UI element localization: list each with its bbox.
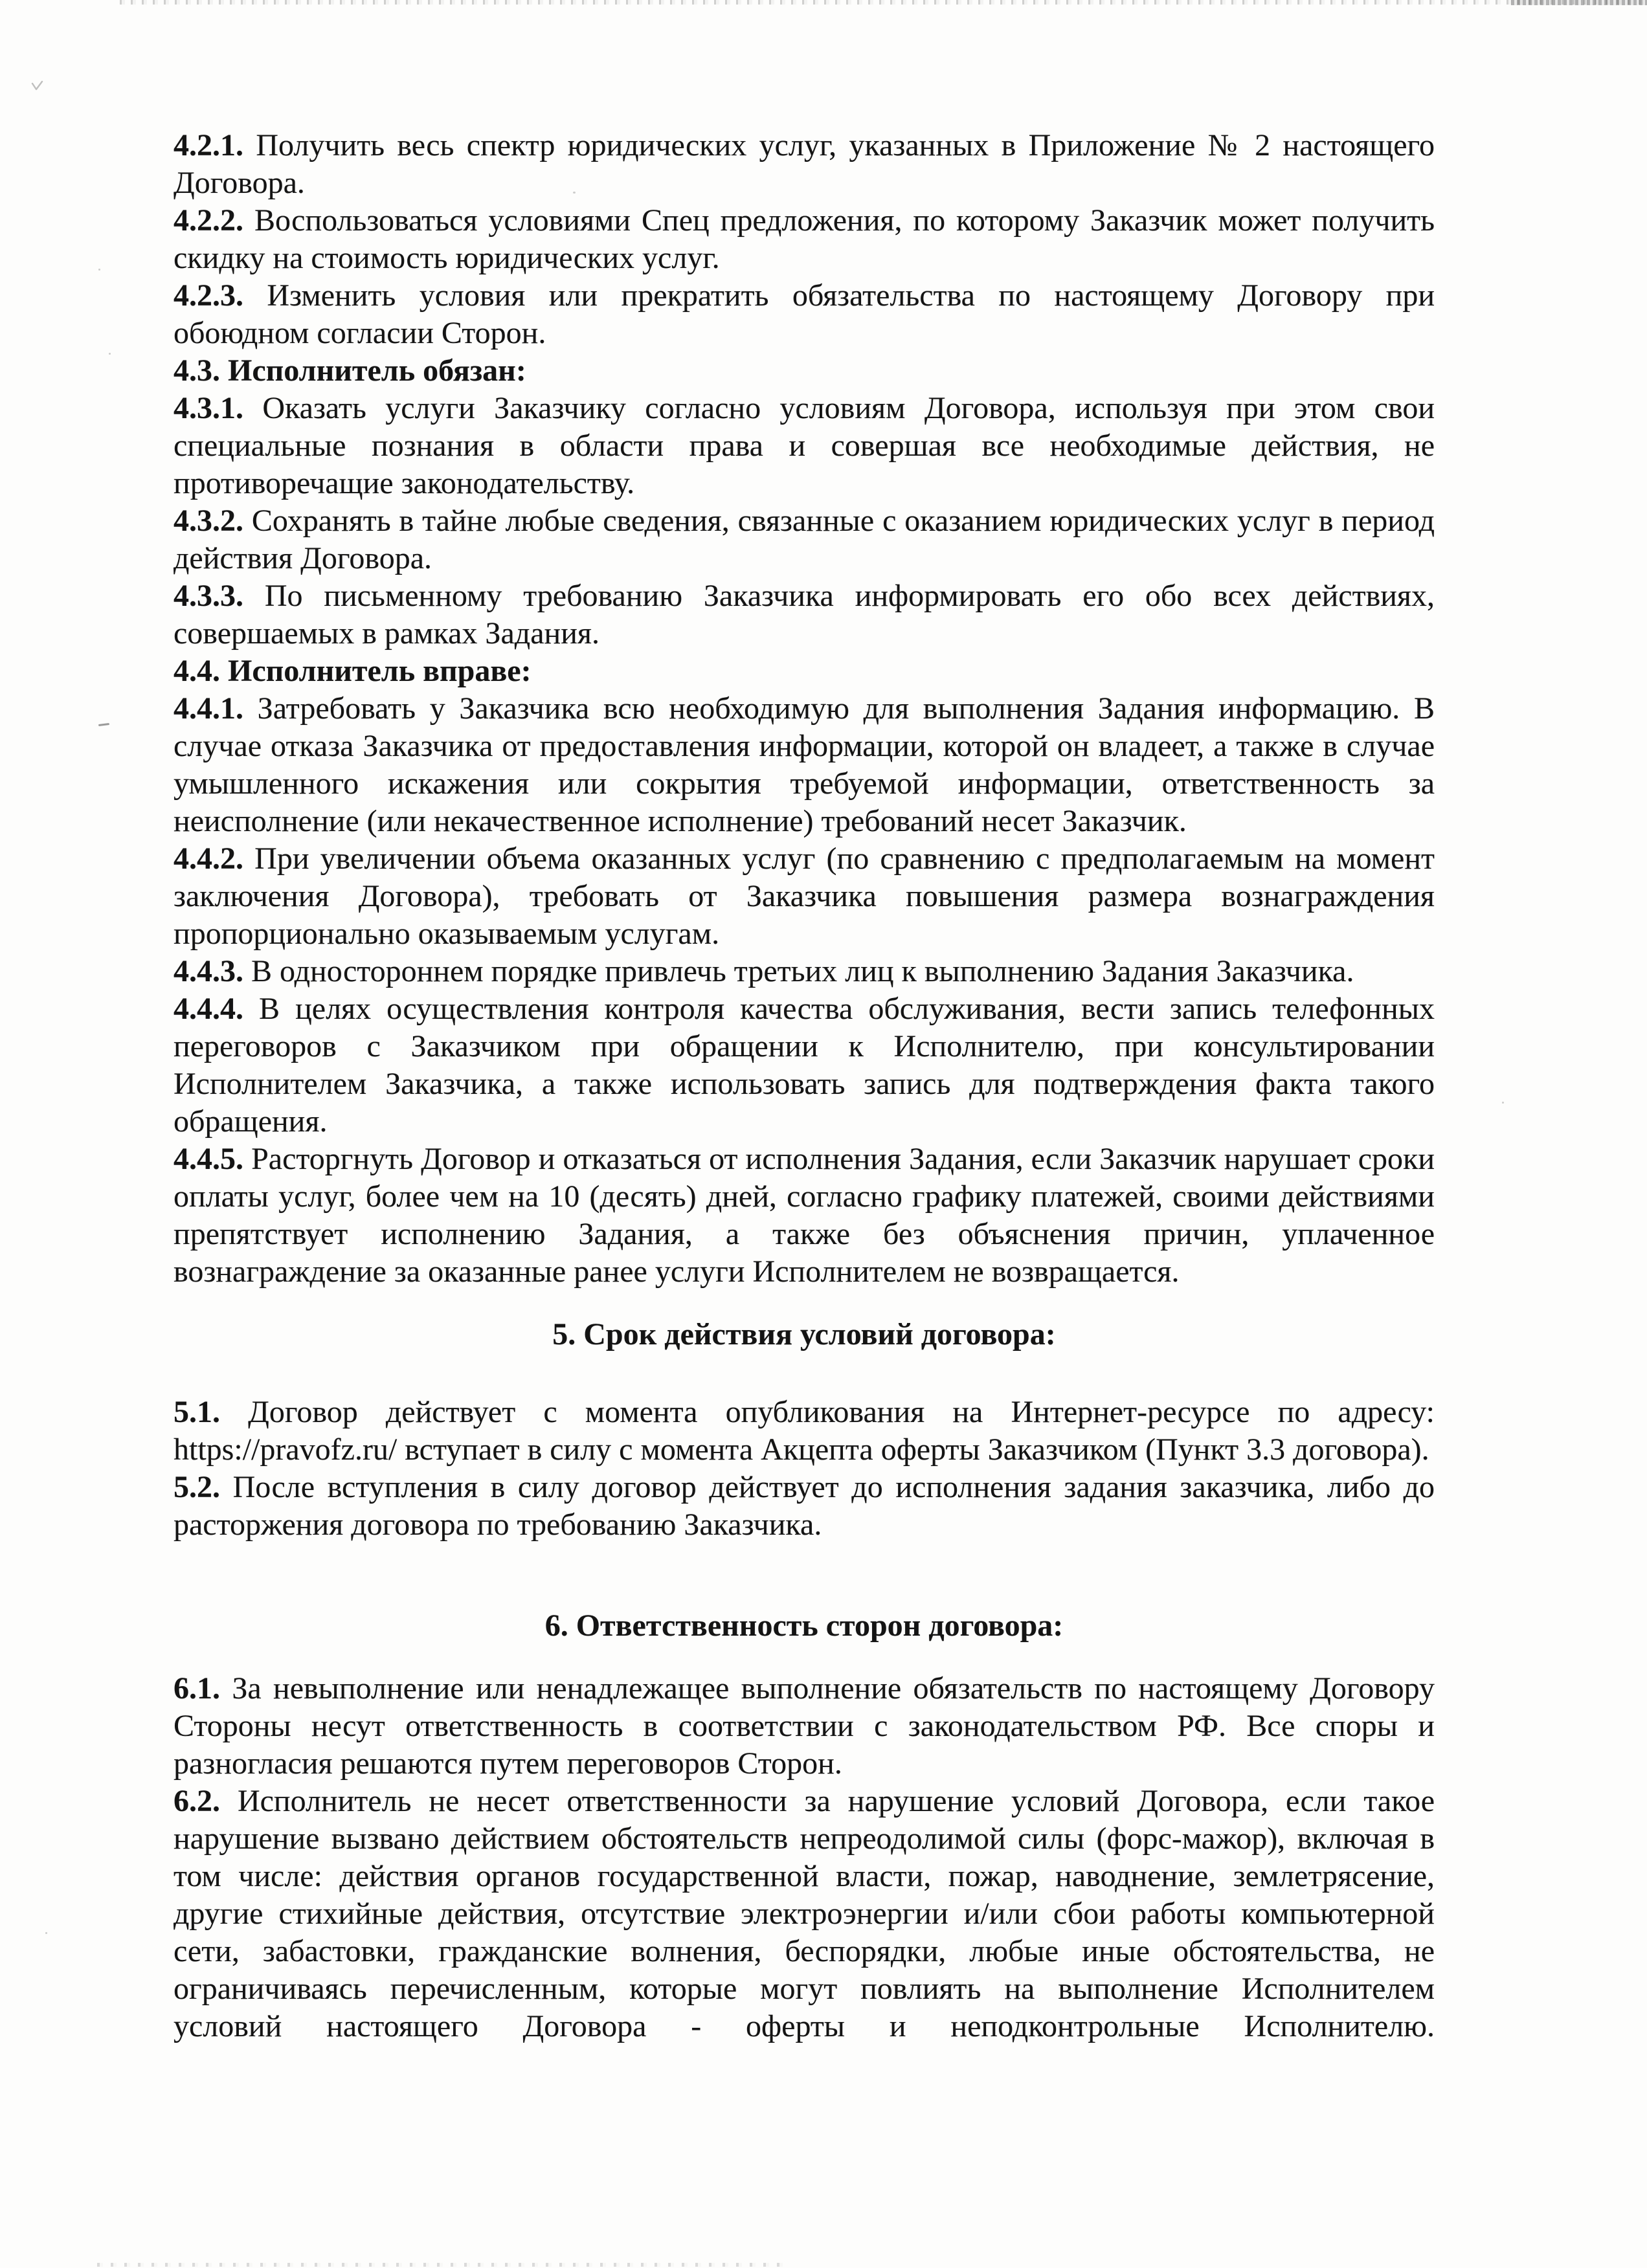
clause-number: 4.4.4. xyxy=(174,992,243,1026)
contract-clause-4.4.1 xyxy=(174,690,1435,840)
clause-number: 6.1. xyxy=(174,1671,220,1706)
clause-number: 4.3.3. xyxy=(174,579,243,613)
contract-clause-6.1 xyxy=(174,1670,1435,1783)
clause-number: 4.4. xyxy=(174,654,220,688)
contract-clause-4.2.2 xyxy=(174,202,1435,277)
contract-clause-4.2.3 xyxy=(174,277,1435,352)
clause-number: 4.2.1. xyxy=(174,128,243,162)
clause-text: Получить весь спектр юридических услуг, указанных в Приложение № 2 настоящего Договора. xyxy=(174,128,1435,200)
pen-dash-mark-icon xyxy=(98,723,109,726)
clause-number: 4.2.3. xyxy=(174,278,243,313)
contract-clause-6.2 xyxy=(174,1783,1435,2045)
contract-clause-4.3.3 xyxy=(174,577,1435,652)
clause-number: 6.2. xyxy=(174,1784,220,1818)
clause-number: 4.4.2. xyxy=(174,841,243,876)
clause-text: За невыполнение или ненадлежащее выполнение обязательств по настоящему Договору Стороны несут ответственность в соответствии с законодательством РФ. Все споры и разногласия решаются путем переговоров Сторон. xyxy=(174,1671,1435,1781)
clause-number: 4.3. xyxy=(174,353,220,388)
scan-noise-top-right-edge xyxy=(1511,0,1647,5)
contract-clause-4.4 xyxy=(174,652,1435,690)
clause-number: 5.1. xyxy=(174,1395,220,1429)
contract-clause-4.4.4 xyxy=(174,990,1435,1140)
section-heading: 5. Срок действия условий договора: xyxy=(552,1317,1056,1351)
clause-text: Расторгнуть Договор и отказаться от исполнения Задания, если Заказчик нарушает сроки оплаты услуг, более чем на 10 (десять) дней, согласно графику платежей, своими действиями препятствует исполнению Задания, а также без объяснения причин, уплаченное вознаграждение за оказанные ранее услуги Исполнителем не возвращается. xyxy=(174,1142,1435,1289)
clause-number: 4.4.5. xyxy=(174,1142,243,1176)
clause-text: Договор действует с момента опубликования на Интернет-ресурсе по адресу: https://pravofz.ru/ вступает в силу с момента Акцепта оферты Заказчиком (Пункт 3.3 договора). xyxy=(174,1395,1435,1467)
contract-clause-4.3.1 xyxy=(174,390,1435,502)
clause-text: После вступления в силу договор действует до исполнения задания заказчика, либо до расторжения договора по требованию Заказчика. xyxy=(174,1470,1435,1542)
clause-text: По письменному требованию Заказчика информировать его обо всех действиях, совершаемых в рамках Задания. xyxy=(174,579,1435,650)
scan-noise-top-edge xyxy=(120,0,1647,5)
contract-clause-5.1 xyxy=(174,1394,1435,1469)
clause-number: 4.3.2. xyxy=(174,504,243,538)
contract-clause-4.4.2 xyxy=(174,840,1435,953)
contract-clause-5.2 xyxy=(174,1469,1435,1544)
clause-text: Исполнитель обязан: xyxy=(228,353,526,388)
clause-text: При увеличении объема оказанных услуг (по сравнению с предполагаемым на момент заключения Договора), требовать от Заказчика повышения размера вознаграждения пропорционально оказываемым услугам. xyxy=(174,841,1435,951)
scan-speck xyxy=(109,353,111,355)
clause-text: Исполнитель вправе: xyxy=(228,654,532,688)
clause-number: 4.3.1. xyxy=(174,391,243,425)
clause-text: В одностороннем порядке привлечь третьих лиц к выполнению Задания Заказчика. xyxy=(251,954,1354,988)
contract-clause-4.3 xyxy=(174,352,1435,390)
clause-number: 5.2. xyxy=(174,1470,220,1504)
clause-number: 4.4.3. xyxy=(174,954,243,988)
clause-text: Воспользоваться условиями Спец предложения, по которому Заказчик может получить скидку на стоимость юридических услуг. xyxy=(174,203,1435,275)
clause-text: Затребовать у Заказчика всю необходимую для выполнения Задания информацию. В случае отказа Заказчика от предоставления информации, которой он владеет, а также в случае умышленного искажения или сокрытия требуемой информации, ответственность за неисполнение (или некачественное исполнение) требований несет Заказчик. xyxy=(174,691,1435,838)
clause-number: 4.2.2. xyxy=(174,203,243,238)
section-heading: 6. Ответственность сторон договора: xyxy=(544,1608,1064,1643)
contract-text-column xyxy=(174,127,1435,2045)
clause-text: Оказать услуги Заказчику согласно условиям Договора, используя при этом свои специальные познания в области права и совершая все необходимые действия, не противоречащие законодательству. xyxy=(174,391,1435,500)
clause-text: Изменить условия или прекратить обязательства по настоящему Договору при обоюдном согласии Сторон. xyxy=(174,278,1435,350)
contract-clause-4.2.1 xyxy=(174,127,1435,202)
clause-text: В целях осуществления контроля качества обслуживания, вести запись телефонных переговоров с Заказчиком при обращении к Исполнителю, при консультировании Исполнителем Заказчика, а также использовать запись для подтверждения факта такого обращения. xyxy=(174,992,1435,1139)
contract-clause-4.3.2 xyxy=(174,502,1435,577)
clause-number: 4.4.1. xyxy=(174,691,243,726)
contract-clause-4.4.5 xyxy=(174,1140,1435,1291)
scan-speck xyxy=(45,1932,47,1934)
scan-noise-bottom-edge xyxy=(97,2263,783,2267)
scan-speck xyxy=(98,269,100,271)
contract-clause-4.4.3 xyxy=(174,953,1435,990)
clause-text: Исполнитель не несет ответственности за нарушение условий Договора, если такое нарушение вызвано действием обстоятельств непреодолимой силы (форс-мажор), включая в том числе: действия органов государственной власти, пожар, наводнение, землетрясение, другие стихийные действия, отсутствие электроэнергии и/или сбои работы компьютерной сети, забастовки, гражданские волнения, беспорядки, любые иные обстоятельства, не ограничиваясь перечисленным, которые могут повлиять на выполнение Исполнителем условий настоящего Договора - оферты и неподконтрольные Исполнителю. xyxy=(174,1784,1435,2043)
scan-speck xyxy=(1502,1102,1504,1104)
clause-text: Сохранять в тайне любые сведения, связанные с оказанием юридических услуг в период действия Договора. xyxy=(174,504,1435,575)
pen-checkmark-mark-icon xyxy=(31,80,44,92)
